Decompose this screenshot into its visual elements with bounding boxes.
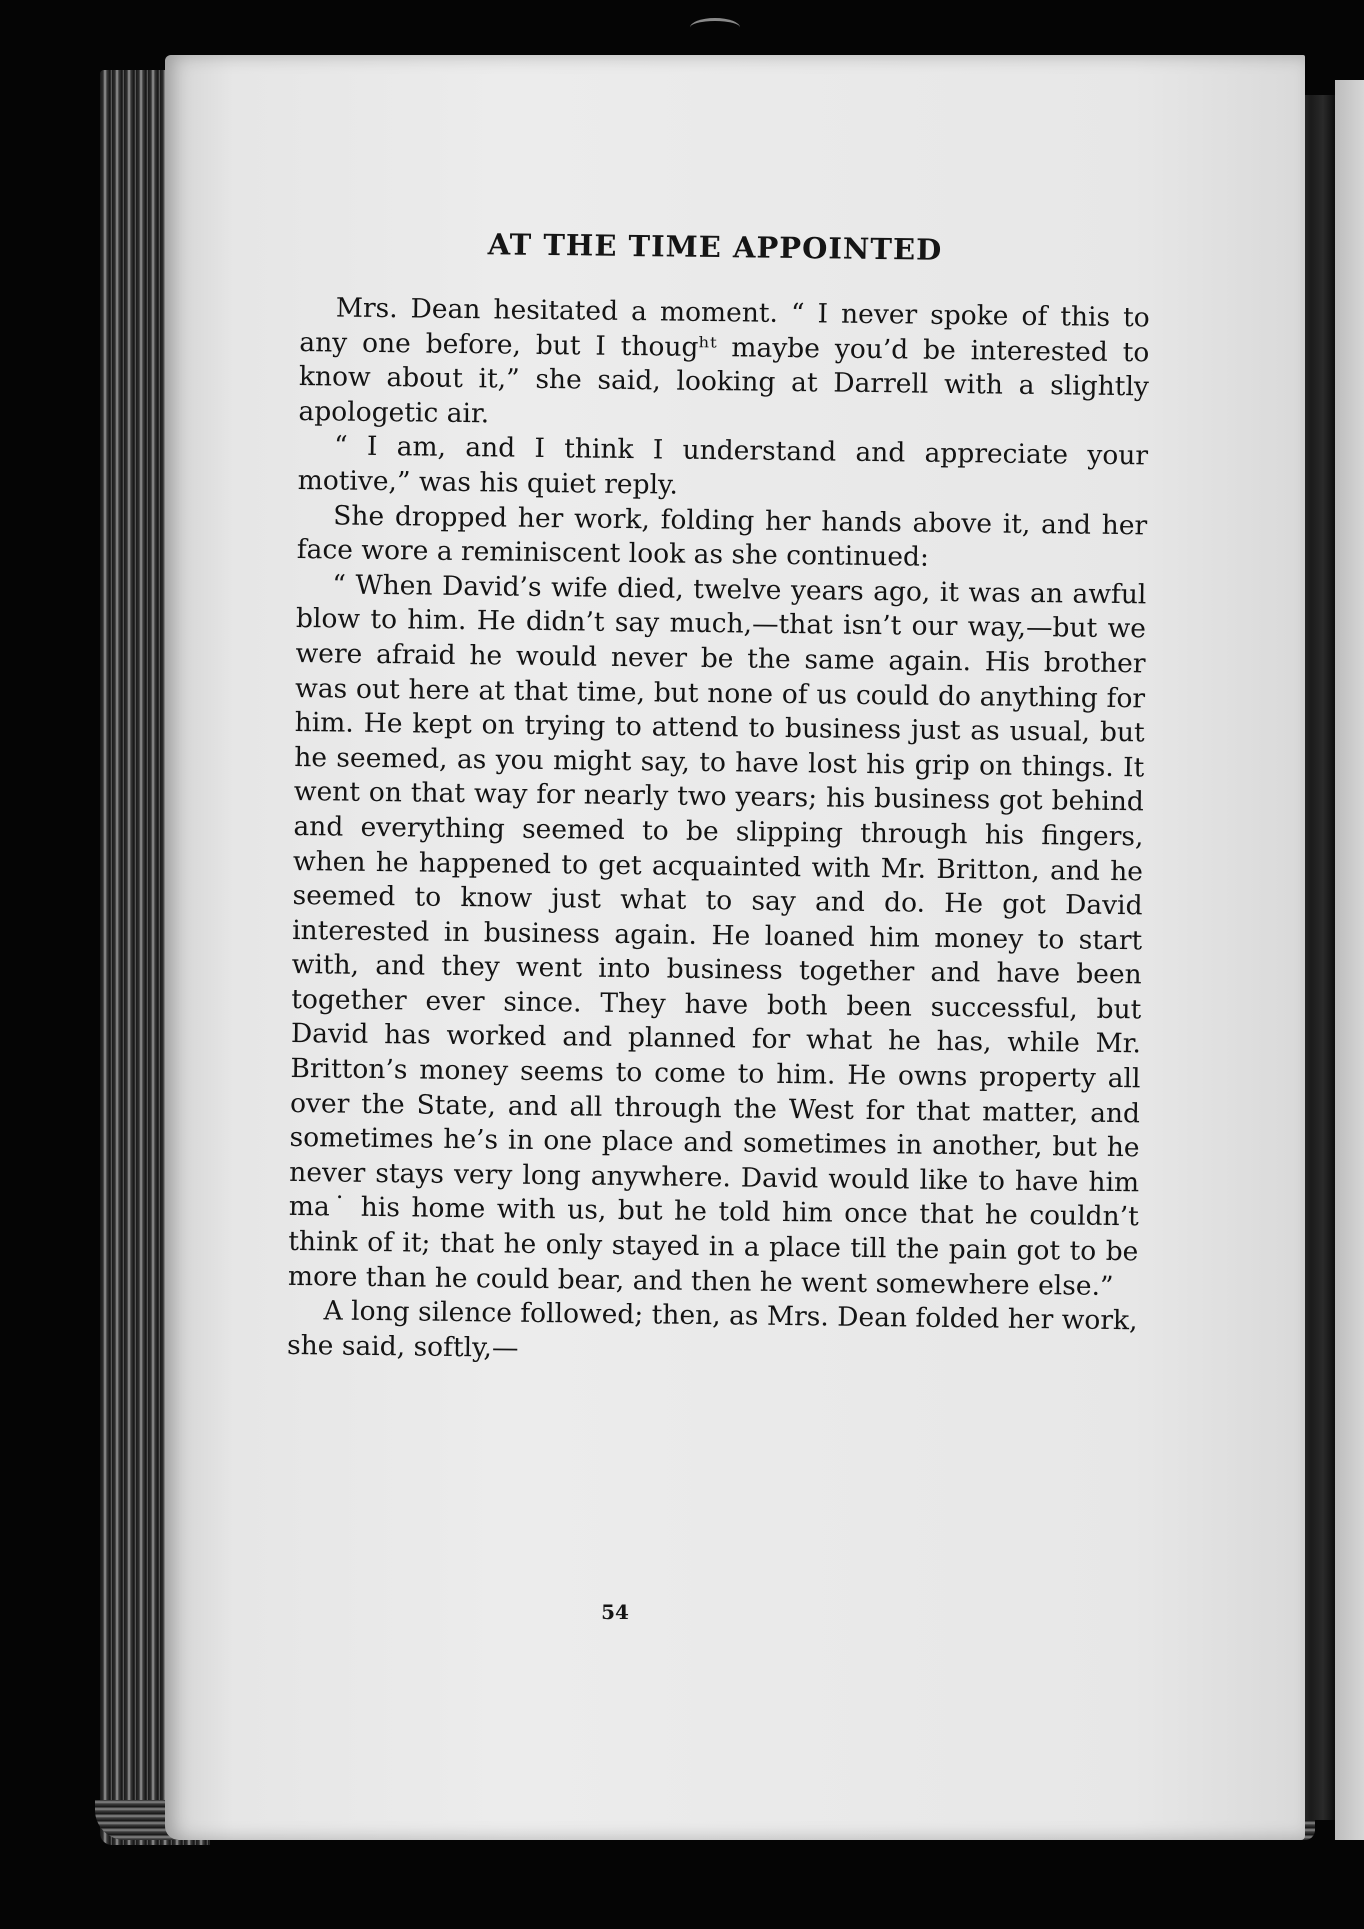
scan-artifact-mark <box>690 18 740 37</box>
running-head: AT THE TIME APPOINTED <box>487 227 943 267</box>
paragraph: “ When David’s wife died, twelve years ago, it was an awful blow to him. He didn’t say much,—that isn’t our way,—but we were afraid he would never be the same again. His brother was out here at that time, but none of us could do anything for him. He kept on trying to attend to business just as usual, but he seemed, as you might say, to have lost his grip on things. It went on that way for nearly two years; his business got behind and everything seemed to be slipping through his fingers, when he happened to get acquainted with Mr. Britton, and he seemed to know just what to say and do. He got David interested in business again. He loaned him money to start with, and they went into business together and have been together ever since. They have both been successful, but David has worked and planned for what he has, while Mr. Britton’s money seems to come to him. He owns property all over the State, and all through the West for that matter, and sometimes he’s in one place and sometimes in another, but he never stays very long anywhere. David would like to have him ma˙ his home with us, but he told him once that he couldn’t think of it; that he only stayed in a place till the pain got to be more than he could bear, and then he went somewhere else.” <box>287 569 1147 1302</box>
paragraph: Mrs. Dean hesitated a moment. “ I never spoke of this to any one before, but I thougʰᵗ maybe you’d be interested to know about it,” she said, looking at Darrell with a slightly apologetic air. <box>298 292 1150 430</box>
paragraph: A long silence followed; then, as Mrs. Dean folded her work, she said, softly,— <box>286 1295 1138 1364</box>
paragraph: “ I am, and I think I understand and appreciate your motive,” was his quiet reply. <box>297 430 1149 501</box>
page-number: 54 <box>601 1600 629 1624</box>
paragraph: She dropped her work, folding her hands above it, and her face wore a reminiscent look as she continued: <box>296 499 1148 573</box>
page-body <box>287 291 1150 1374</box>
facing-page-edge <box>1335 80 1364 1840</box>
book-page <box>165 55 1305 1840</box>
